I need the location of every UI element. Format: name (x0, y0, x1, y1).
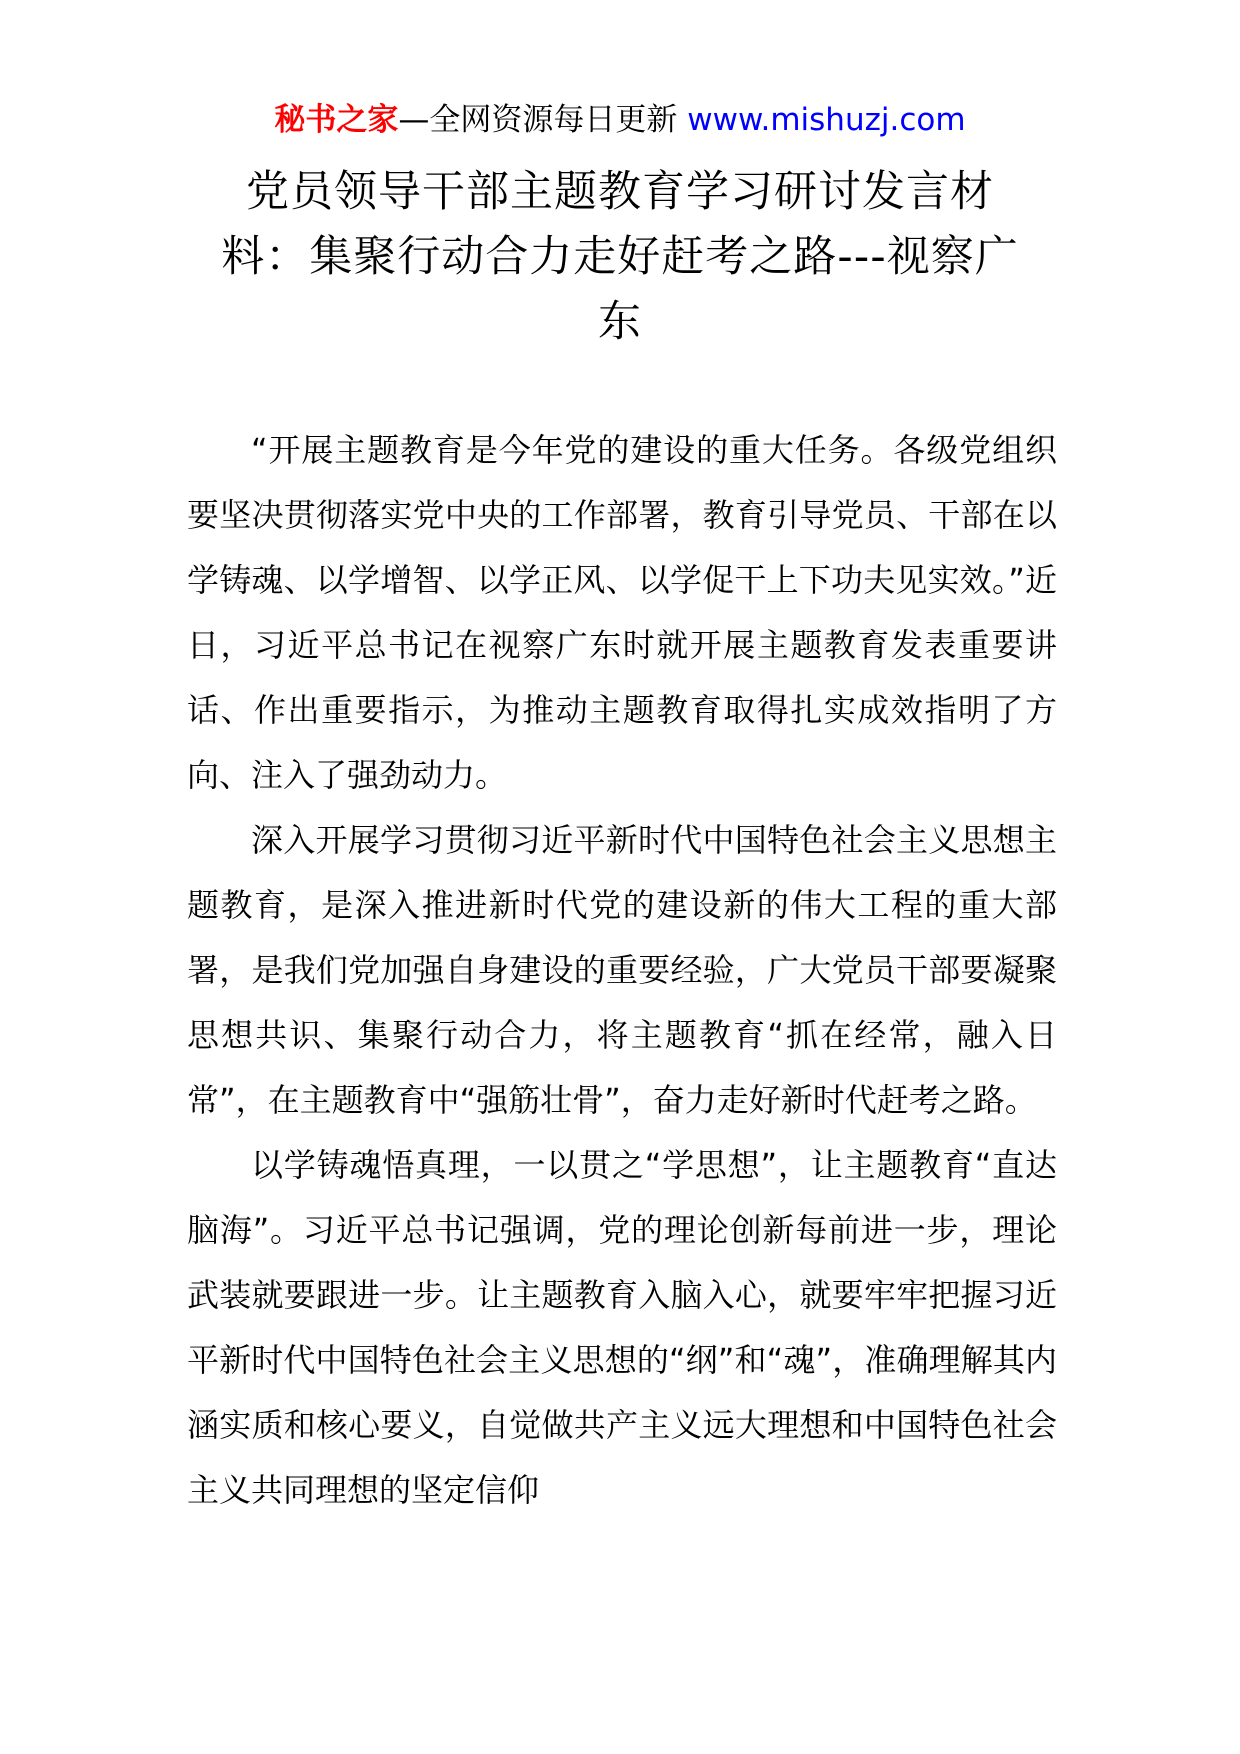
body-paragraph-1: “开展主题教育是今年党的建设的重大任务。各级党组织要坚决贯彻落实党中央的工作部署，教育引导党员、干部在以学铸魂、以学增智、以学正风、以学促干上下功夫见实效。”近日，习近平总书记在视察广东时就开展主题教育发表重要讲话、作出重要指示，为推动主题教育取得扎实成效指明了方向、注入了强劲动力。 (187, 431, 1057, 794)
body-paragraph-2: 深入开展学习贯彻习近平新时代中国特色社会主义思想主题教育，是深入推进新时代党的建设新的伟大工程的重大部署，是我们党加强自身建设的重要经验，广大党员干部要凝聚思想共识、集聚行动合力，将主题教育“抓在经常，融入日常”，在主题教育中“强筋壮骨”，奋力走好新时代赶考之路。 (187, 821, 1057, 1119)
site-url-link[interactable]: www.mishuzj.com (677, 102, 966, 138)
site-header (0, 98, 1240, 142)
title-line-2: 料：集聚行动合力走好赶考之路---视察广 (221, 232, 1019, 282)
site-tagline: —全网资源每日更新 (398, 102, 678, 138)
title-line-3: 东 (598, 297, 642, 347)
site-brand: 秘书之家 (274, 102, 399, 138)
document-title (150, 160, 1090, 355)
document-body (187, 418, 1057, 1523)
body-paragraph-3: 以学铸魂悟真理，一以贯之“学思想”，让主题教育“直达脑海”。习近平总书记强调，党的理论创新每前进一步，理论武装就要跟进一步。让主题教育入脑入心，就要牢牢把握习近平新时代中国特色社会主义思想的“纲”和“魂”，准确理解其内涵实质和核心要义，自觉做共产主义远大理想和中国特色社会主义共同理想的坚定信仰 (187, 1146, 1057, 1509)
title-line-1: 党员领导干部主题教育学习研讨发言材 (246, 167, 994, 217)
